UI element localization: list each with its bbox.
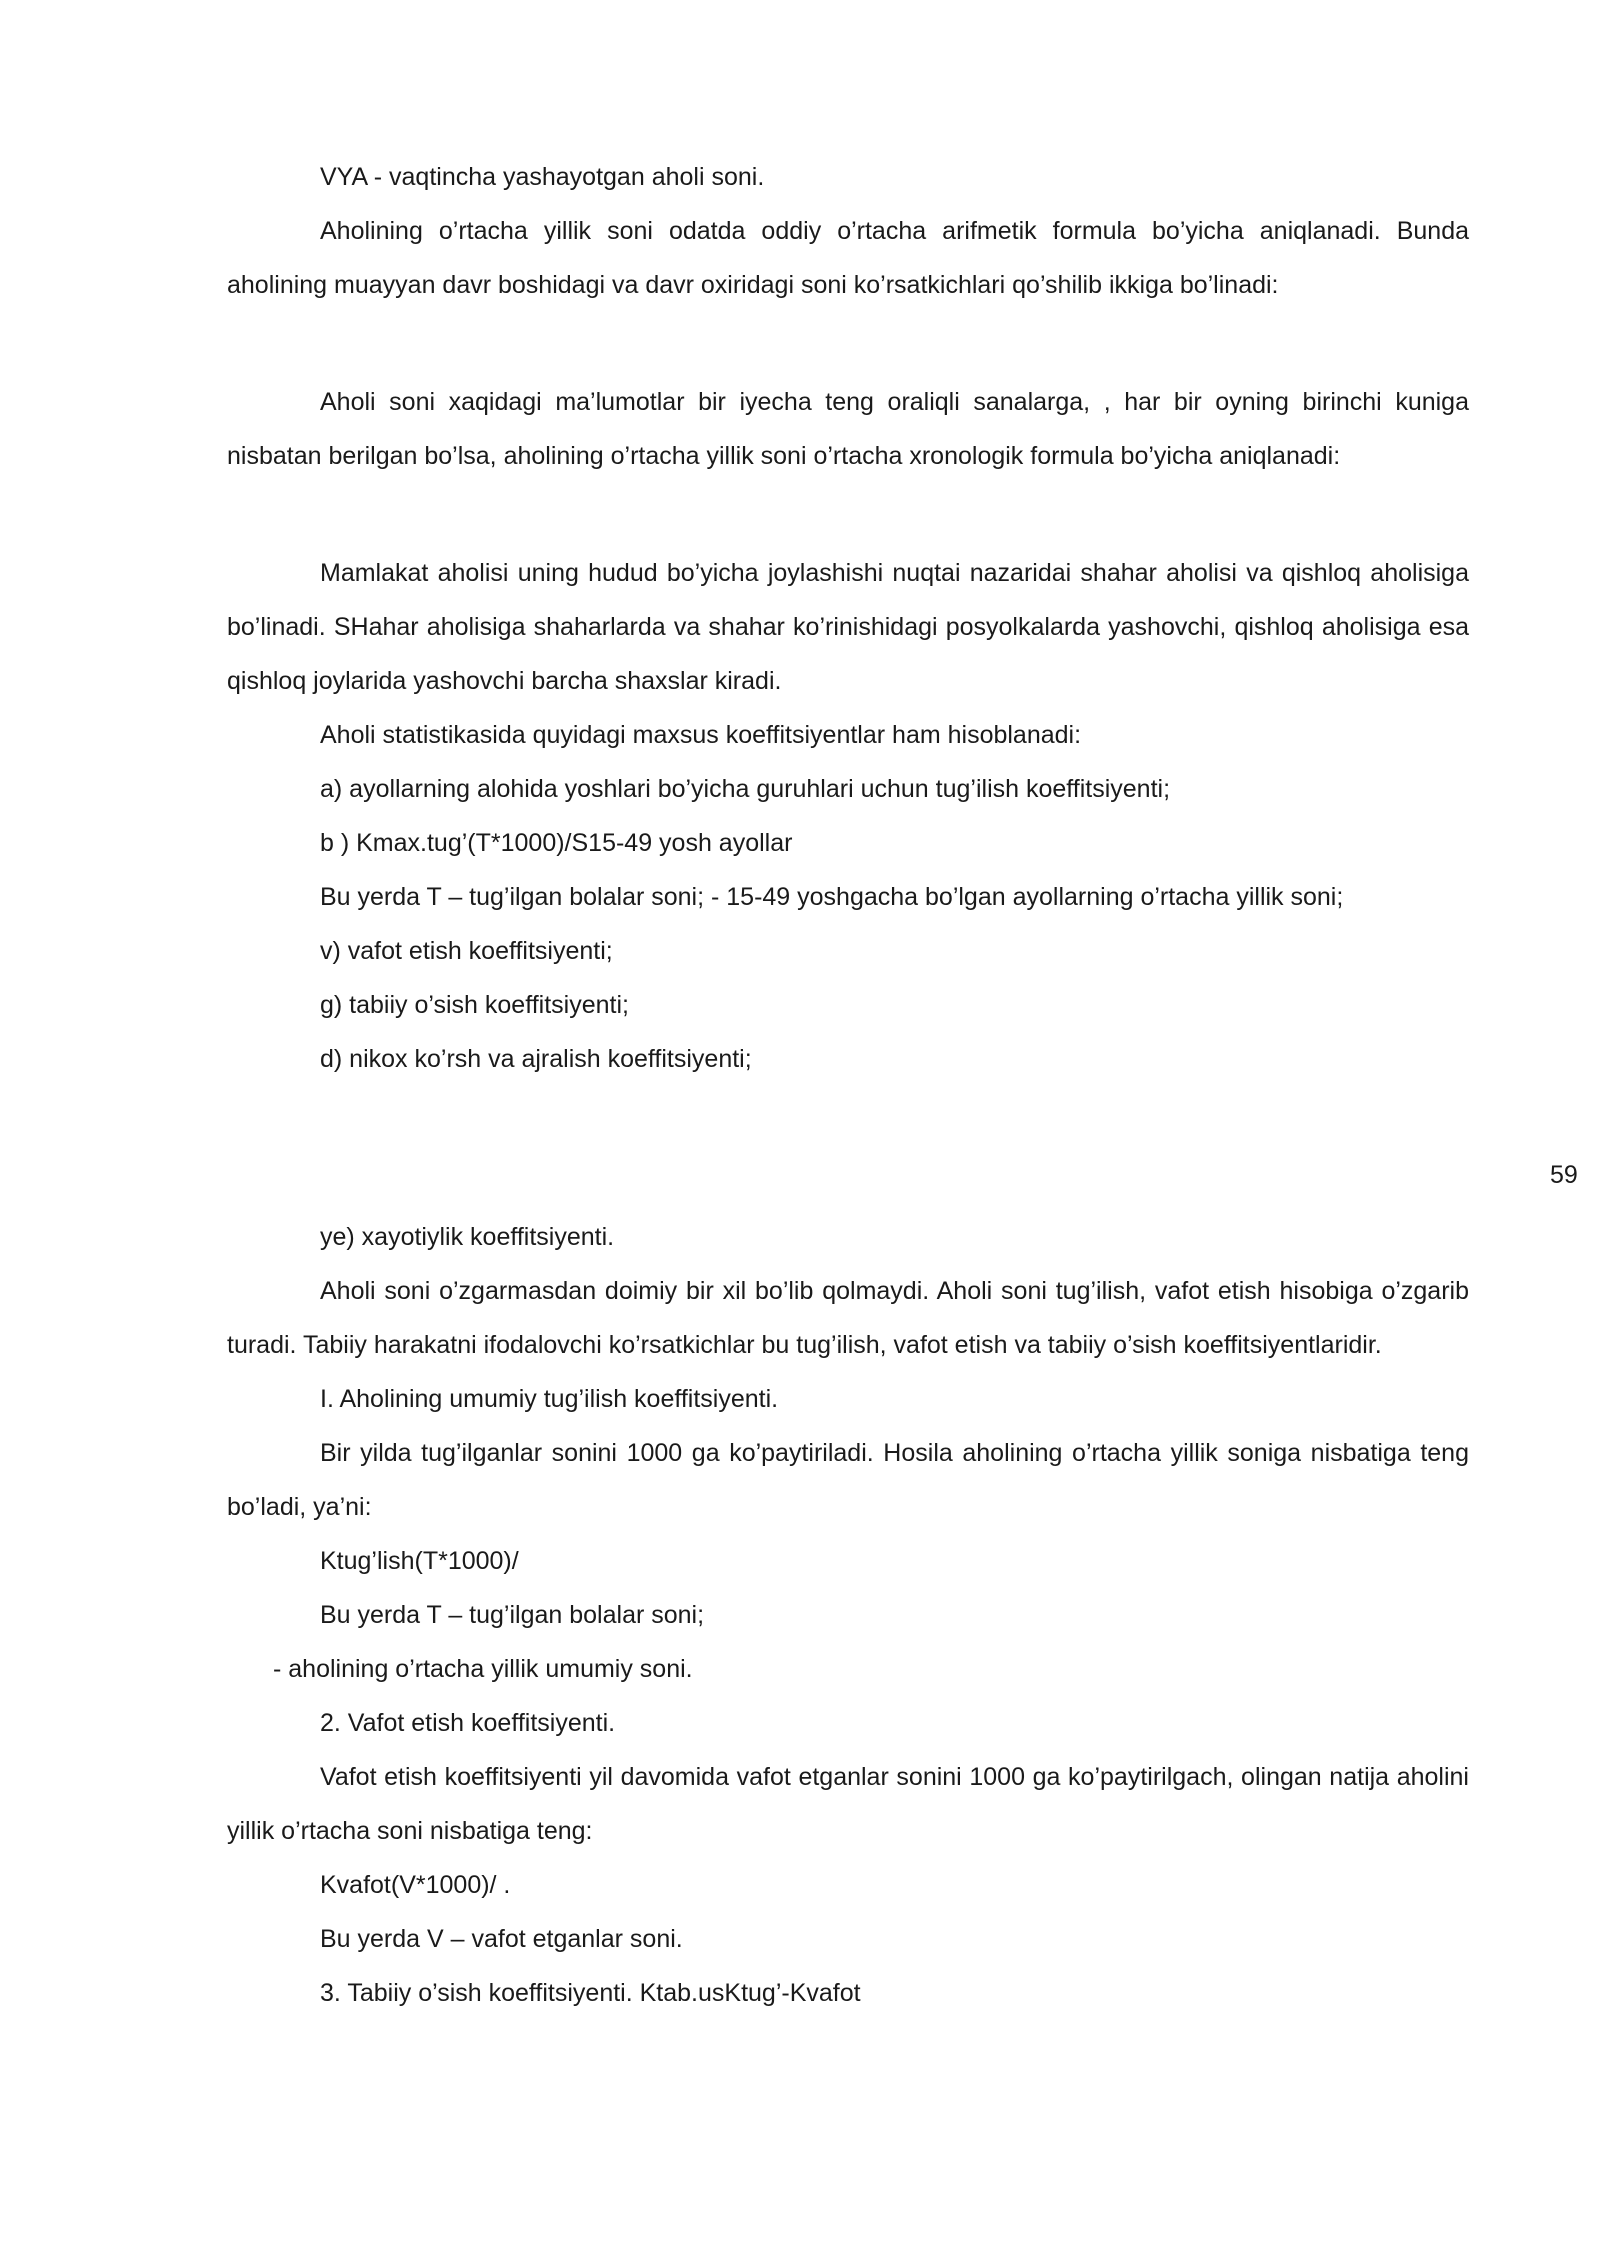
paragraph: Bu yerda V – vafot etganlar soni. — [320, 1925, 683, 1953]
paragraph: Vafot etish koeffitsiyenti yil davomida vafot etganlar sonini 1000 ga ko’paytirilgach, olingan natija aholini yillik o’rtacha soni nisbatiga teng: — [227, 1763, 1469, 1845]
paragraph: Aholi soni xaqidagi ma’lumotlar bir iyecha teng oraliqli sanalarga, , har bir oyning birinchi kuniga nisbatan berilgan bo’lsa, aholining o’rtacha yillik soni o’rtacha xronologik formula bo’yicha aniqlanadi: — [227, 388, 1469, 470]
document-body-top — [227, 150, 1469, 1086]
paragraph: VYA - vaqtincha yashayotgan aholi soni. — [320, 163, 765, 191]
section-heading: I. Aholining umumiy tug’ilish koeffitsiyenti. — [320, 1385, 779, 1413]
paragraph: Bu yerda T – tug’ilgan bolalar soni; — [320, 1601, 705, 1629]
paragraph: - aholining o’rtacha yillik umumiy soni. — [273, 1655, 693, 1683]
paragraph: Aholi soni o’zgarmasdan doimiy bir xil bo’lib qolmaydi. Aholi soni tug’ilish, vafot etish hisobiga o’zgarib turadi. Tabiiy harakatni ifodalovchi ko’rsatkichlar bu tug’ilish, vafot etish va tabiiy o’sish koeffitsiyentlaridir. — [227, 1277, 1469, 1359]
formula-line: b ) Kmax.tug’(T*1000)/S15-49 yosh ayollar — [320, 829, 793, 857]
section-heading: 3. Tabiiy o’sish koeffitsiyenti. Ktab.usKtug’-Kvafot — [320, 1979, 861, 2007]
paragraph: Bir yilda tug’ilganlar sonini 1000 ga ko’paytiriladi. Hosila aholining o’rtacha yillik soniga nisbatiga teng bo’ladi, ya’ni: — [227, 1439, 1469, 1521]
document-body-bottom — [227, 1210, 1469, 2020]
paragraph: Aholi statistikasida quyidagi maxsus koeffitsiyentlar ham hisoblanadi: — [320, 721, 1082, 749]
list-item: a) ayollarning alohida yoshlari bo’yicha guruhlari uchun tug’ilish koeffitsiyenti; — [320, 775, 1171, 803]
formula-gap — [227, 312, 1469, 375]
list-item: ye) xayotiylik koeffitsiyenti. — [320, 1223, 615, 1251]
formula-line: Kvafot(V*1000)/ . — [320, 1871, 511, 1899]
formula-gap — [227, 483, 1469, 546]
list-item: g) tabiiy o’sish koeffitsiyenti; — [320, 991, 629, 1019]
paragraph: Mamlakat aholisi uning hudud bo’yicha joylashishi nuqtai nazaridai shahar aholisi va qishloq aholisiga bo’linadi. SHahar aholisiga shaharlarda va shahar ko’rinishidagi posyolkalarda yashovchi, qishloq aholisiga esa qishloq joylarida yashovchi barcha shaxslar kiradi. — [227, 559, 1469, 695]
page-number: 59 — [1550, 1161, 1578, 1189]
paragraph: Aholining o’rtacha yillik soni odatda oddiy o’rtacha arifmetik formula bo’yicha aniqlanadi. Bunda aholining muayyan davr boshidagi va davr oxiridagi soni ko’rsatkichlari qo’shilib ikkiga bo’linadi: — [227, 217, 1469, 299]
formula-line: Ktug’lish(T*1000)/ — [320, 1547, 519, 1575]
paragraph: Bu yerda T – tug’ilgan bolalar soni; - 15-49 yoshgacha bo’lgan ayollarning o’rtacha yillik soni; — [320, 883, 1344, 911]
section-heading: 2. Vafot etish koeffitsiyenti. — [320, 1709, 616, 1737]
list-item: d) nikox ko’rsh va ajralish koeffitsiyenti; — [320, 1045, 752, 1073]
list-item: v) vafot etish koeffitsiyenti; — [320, 937, 613, 965]
